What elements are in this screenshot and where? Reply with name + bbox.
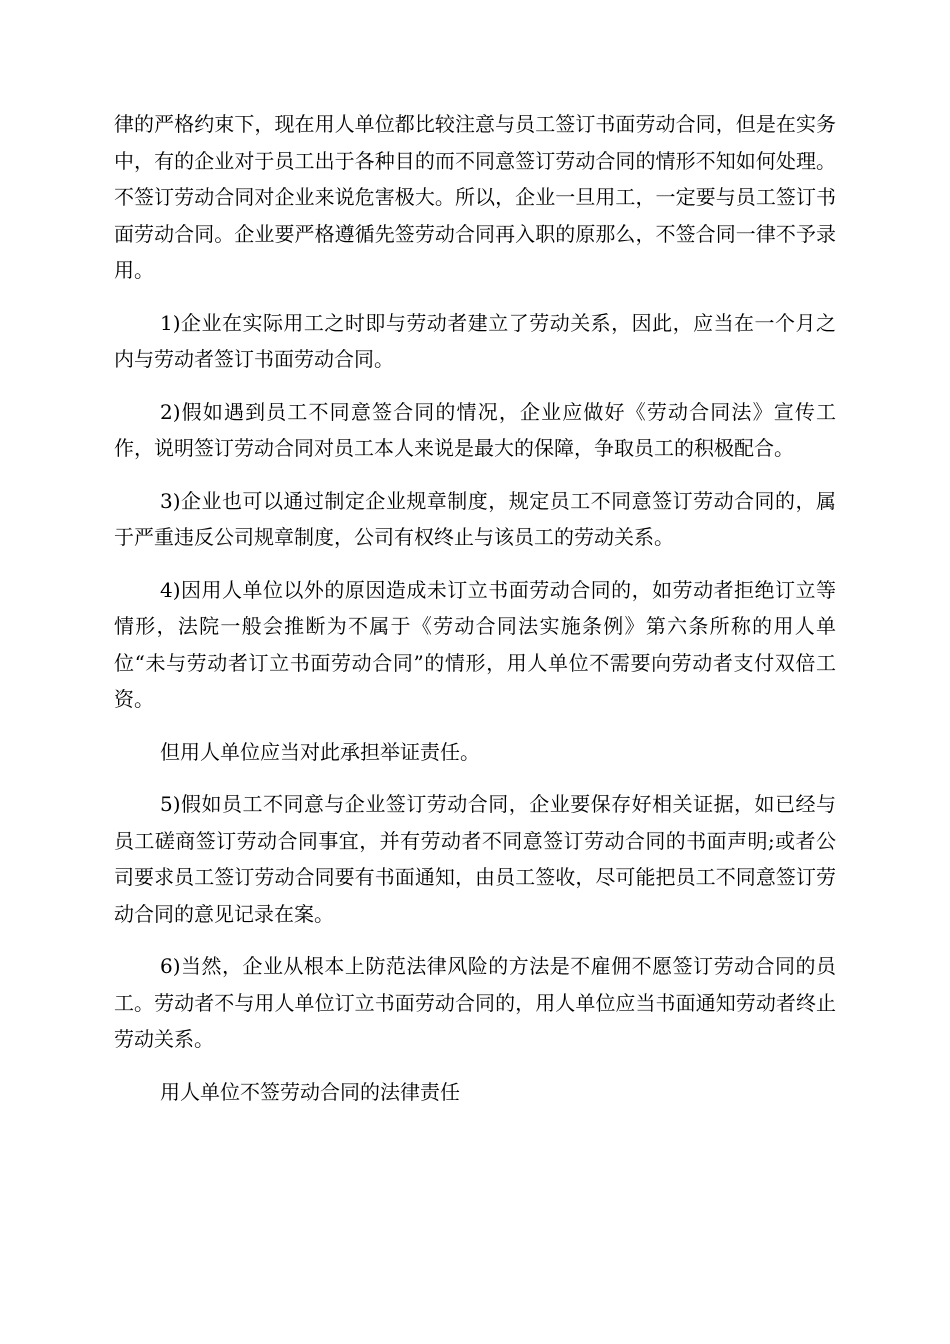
paragraph-item-2: 2)假如遇到员工不同意签合同的情况，企业应做好《劳动合同法》宣传工作，说明签订劳动合同对员工本人来说是最大的保障，争取员工的积极配合。 (114, 399, 836, 460)
paragraph-item-6: 6)当然，企业从根本上防范法律风险的方法是不雇佣不愿签订劳动合同的员工。劳动者不与用人单位订立书面劳动合同的，用人单位应当书面通知劳动者终止劳动关系。 (114, 954, 836, 1051)
paragraph-intro: 律的严格约束下，现在用人单位都比较注意与员工签订书面劳动合同，但是在实务中，有的企业对于员工出于各种目的而不同意签订劳动合同的情形不知如何处理。不签订劳动合同对企业来说危害极大。所以，企业一旦用工，一定要与员工签订书面劳动合同。企业要严格遵循先签劳动合同再入职的原那么，不签合同一律不予录用。 (114, 112, 836, 282)
paragraph-item-1: 1)企业在实际用工之时即与劳动者建立了劳动关系，因此，应当在一个月之内与劳动者签订书面劳动合同。 (114, 310, 836, 371)
paragraph-item-5: 5)假如员工不同意与企业签订劳动合同，企业要保存好相关证据，如已经与员工磋商签订劳动合同事宜，并有劳动者不同意签订劳动合同的书面声明;或者公司要求员工签订劳动合同要有书面通知，由员工签收，尽可能把员工不同意签订劳动合同的意见记录在案。 (114, 792, 836, 926)
paragraph-item-3: 3)企业也可以通过制定企业规章制度，规定员工不同意签订劳动合同的，属于严重违反公司规章制度，公司有权终止与该员工的劳动关系。 (114, 488, 836, 549)
paragraph-burden-of-proof: 但用人单位应当对此承担举证责任。 (160, 739, 480, 764)
paragraph-item-4: 4)因用人单位以外的原因造成未订立书面劳动合同的，如劳动者拒绝订立等情形，法院一般会推断为不属于《劳动合同法实施条例》第六条所称的用人单位“未与劳动者订立书面劳动合同”的情形，用人单位不需要向劳动者支付双倍工资。 (114, 577, 836, 711)
section-heading: 用人单位不签劳动合同的法律责任 (160, 1079, 460, 1104)
document-page (114, 106, 836, 1126)
